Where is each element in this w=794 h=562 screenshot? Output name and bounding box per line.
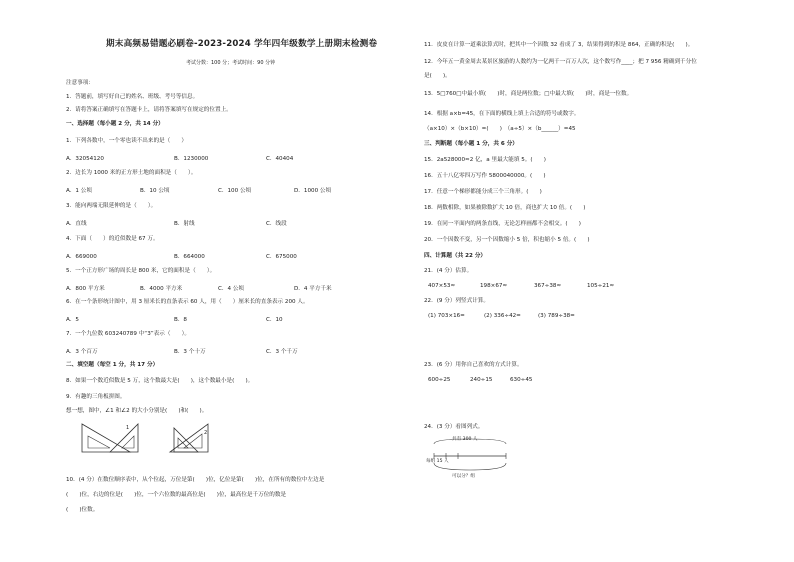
q15: 15．2a528000≈2 亿，a 里最大能填 5。( ) [424,157,546,163]
q23-item-3: 630÷45 [510,377,533,383]
angle-2-label: 2 [204,430,208,436]
q23-item-2: 240÷15 [470,377,493,383]
q10-line3: ( )位数。 [66,507,99,513]
q1-choice-c: C．40404 [266,156,294,162]
q12-line2: 是( )。 [424,73,451,79]
q6-choice-c: C．10 [266,317,283,323]
q7-choice-a: A．3 个百万 [66,349,98,355]
q2-choice-c: C．100 公顷 [218,188,252,194]
q11-line1: 11．皮皮在计算一道乘法算式时，把其中一个因数 32 看成了 3，结果得到的积是 864，正确的积是( )。 [424,42,694,48]
diagram-question-label: 可以分？组 [452,474,475,479]
diagram-group-label: 每组 15 人 [426,459,449,464]
note-1: 1．答题前，填写好自己的姓名、班级、考号等信息。 [66,94,199,100]
q13: 13．5□760□中最小填( )时，商是两位数；□中最大填( )时，商是一位数。 [424,91,633,97]
q4-choice-c: C．675000 [266,254,297,260]
q3-choice-a: A．直线 [66,221,87,227]
q10-line1: 10．(4 分）在数位顺序表中，从个位起，万位是第( )位，亿位是第( )位，在所有的数位中左边是 [66,477,325,483]
q2-choice-d: D．1000 公顷 [294,188,332,194]
q9-question: 想一想，图中，∠1 和∠2 的大小分别是( )和( )。 [66,408,208,414]
q21: 21．(4 分）估算。 [424,268,473,274]
page-title: 期末高频易错题必刷卷-2023-2024 学年四年级数学上册期末检测卷 [106,39,378,49]
q19: 19．在同一平面内的两条直线，无论怎样画都不会相交。( ) [424,221,581,227]
q3-choice-c: C．线段 [266,221,287,227]
q6-choice-b: B．8 [174,317,187,323]
q22-item-1: (1) 703×16= [428,313,465,319]
q14-line1: 14．根据 a×b=45，在下面的横线上填上合适的符号或数字。 [424,111,580,117]
q10-line2: ( )位，右边的位是( )位，一个六位数的最高位是( )位，最高位是千万位的数是 [66,492,287,498]
section4-title: 四、计算题（共 22 分） [424,253,487,259]
q4-stem: 4．下面（ ）的近似数是 67 万。 [66,236,159,242]
q6-stem: 6．在一个条形统计图中，用 3 厘米长的直条表示 60 人，用（ ）厘米长的直条表示 200 人。 [66,299,309,305]
q22-item-2: (2) 336÷42= [484,313,521,319]
q3-stem: 3．能向两端无限延伸的是（ ）。 [66,203,157,209]
q18: 18．两数相除，如果被除数扩大 10 倍，商也扩大 10 倍。( ) [424,205,586,211]
q1-choice-a: A．32054120 [66,156,104,162]
exam-info: 考试分数：100 分；考试时间：90 分钟 [186,60,276,66]
q21-item-1: 407×53≈ [428,283,456,289]
q5-stem: 5．一个正方形广场的周长是 800 米，它的面积是（ ）。 [66,268,216,274]
section1-title: 一、选择题（每小题 2 分，共 14 分） [66,121,164,127]
triangle-ruler-figure [80,422,220,458]
q7-stem: 7．一个九位数 603240789 中“3”表示（ ）。 [66,331,191,337]
q16: 16．五十八亿零四万写作 5800040000。( ) [424,173,546,179]
q21-item-4: 105÷21≈ [587,283,615,289]
q1-choice-b: B．1230000 [174,156,209,162]
q22: 22．(9 分）列竖式计算。 [424,298,489,304]
q2-choice-a: A．1 公顷 [66,188,92,194]
diagram-total-label: 共有 300 人 [452,437,478,442]
q12-line1: 12．今年五一黄金周去某景区旅游的人数约为一亿两千一百万人次，这个数写作____；把 7 956 精确到千分位 [424,59,697,65]
section2-title: 二、填空题（每空 1 分，共 17 分） [66,362,159,368]
note-2: 2．请将答案正确填写在答题卡上，请将答案填写在规定的位置上。 [66,107,232,113]
notes-heading: 注意事项： [66,80,94,86]
q2-choice-b: B．10 公顷 [140,188,170,194]
q5-choice-b: B．4000 平方米 [140,286,183,292]
q14-line2: （a×10）×（b×10）=( ) （a÷5）×（b______）=45 [424,126,576,132]
q5-choice-d: D．4 平方千米 [294,286,332,292]
q3-choice-b: B．射线 [174,221,195,227]
q5-choice-a: A．800 平方米 [66,286,105,292]
q22-item-3: (3) 789÷38= [538,313,575,319]
q8: 8．如果一个数近似数是 5 万，这个数最大是( )，这个数最小是( )。 [66,378,254,384]
q6-choice-a: A．5 [66,317,79,323]
q2-stem: 2．边长为 1000 米的正方形土地的面积是（ ）。 [66,170,197,176]
q9-intro: 9．有趣的三角板拼图。 [66,394,126,400]
q17: 17．任意一个梯形都能分成三个三角形。( ) [424,189,542,195]
q23: 23．(6 分）用你自己喜欢的方式计算。 [424,362,523,368]
q4-choice-a: A．669000 [66,254,97,260]
q7-choice-c: C．3 个千万 [266,349,298,355]
q20: 20．一个因数不变，另一个因数缩小 5 倍，积也缩小 5 倍。( ) [424,237,590,243]
q23-item-1: 600÷25 [428,377,451,383]
q4-choice-b: B．664000 [174,254,205,260]
q5-choice-c: C．4 公顷 [218,286,245,292]
q24: 24．(3 分）看图列式。 [424,424,484,430]
q21-item-3: 367÷38≈ [534,283,562,289]
section3-title: 三、判断题（每小题 1 分，共 6 分） [424,141,518,147]
q21-item-2: 198×67≈ [480,283,508,289]
q1-stem: 1．下列各数中，一个零也读不出来的是（ ） [66,138,188,144]
angle-1-label: 1 [126,425,130,431]
q7-choice-b: B．3 个十万 [174,349,206,355]
